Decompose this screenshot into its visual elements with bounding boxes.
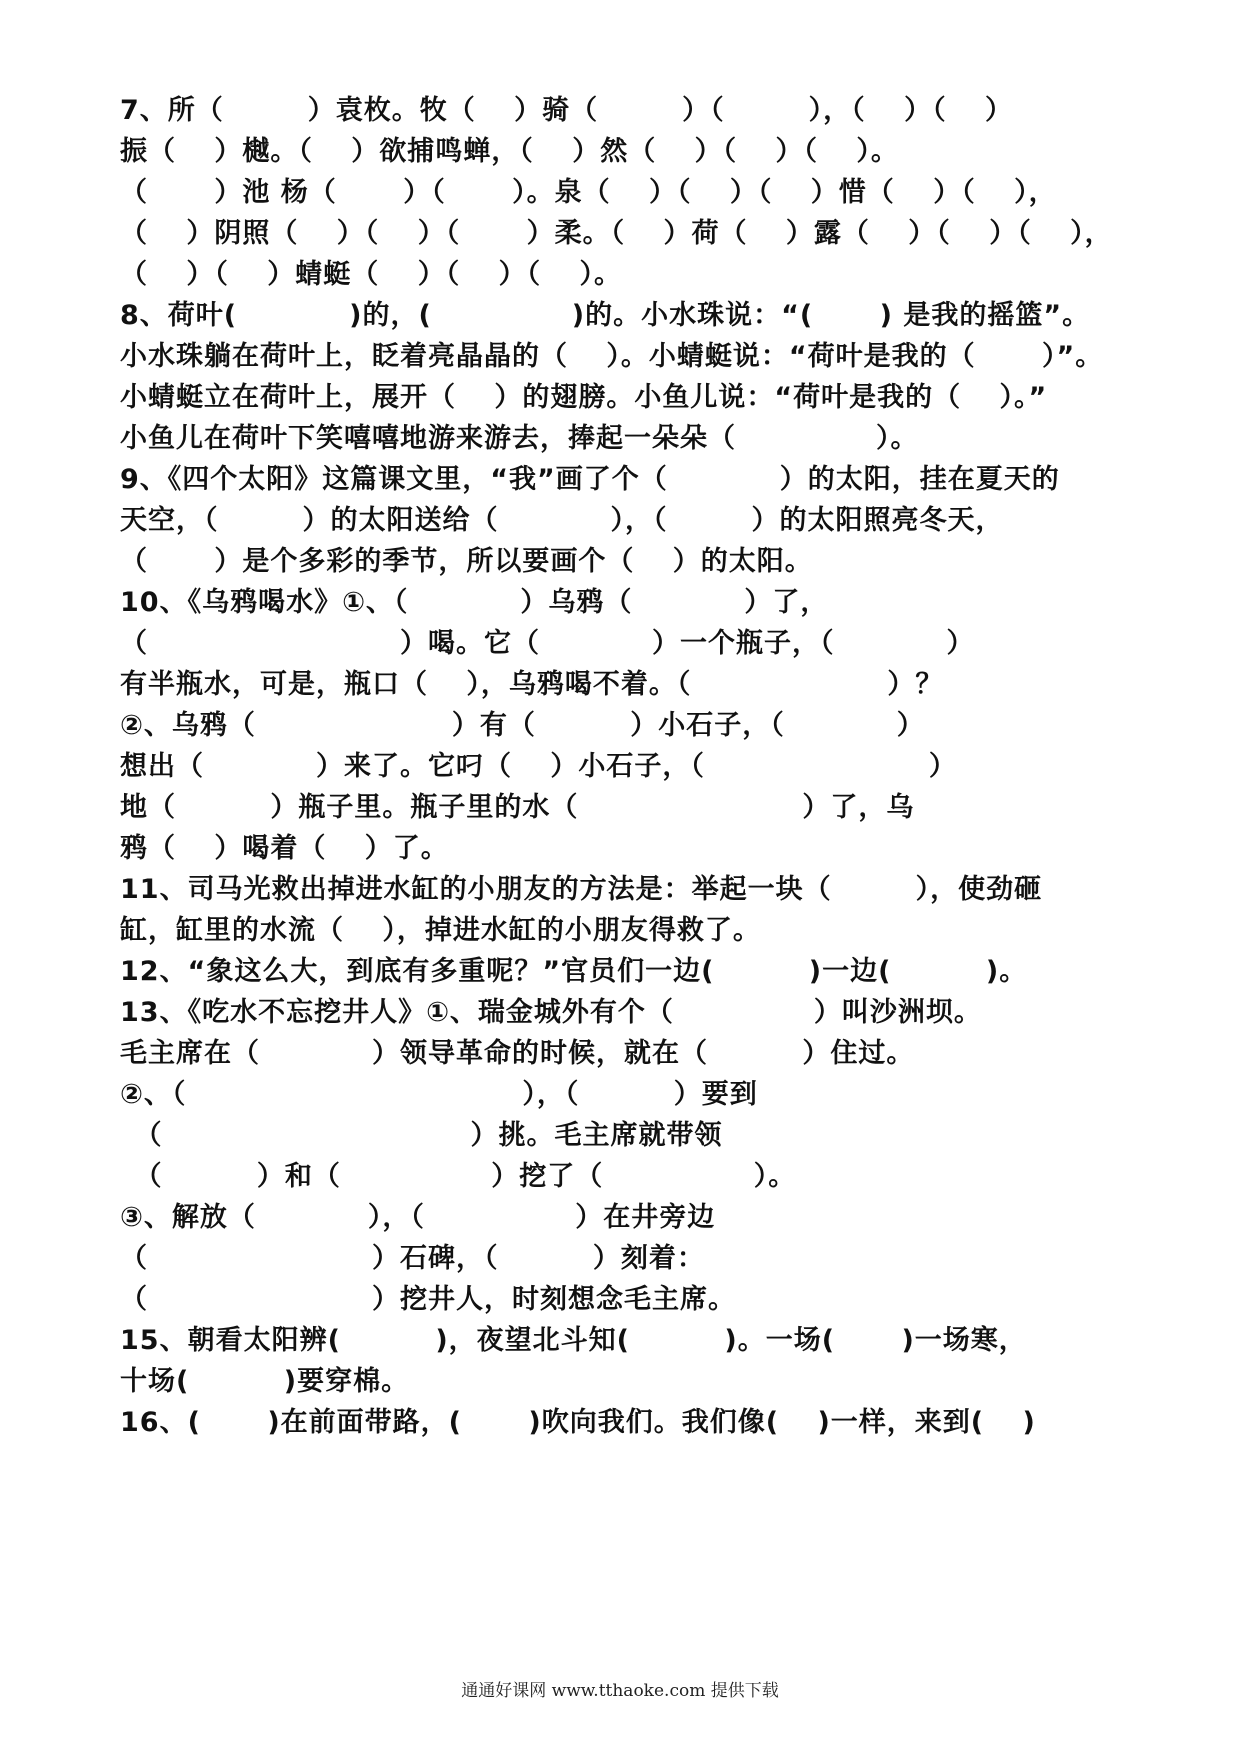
line-03: （ ）池 杨（ ）（ ）。泉（ ）（ ）（ ）惜（ ）（ ）， — [120, 177, 1057, 208]
line-02: 振（ ）樾。（ ）欲捕鸣蝉，（ ）然（ ）（ ）（ ）。 — [120, 136, 899, 167]
line-15: 有半瓶水，可是，瓶口（ ），乌鸦喝不着。（ ）？ — [120, 669, 944, 700]
line-29: （ ）石碑，（ ）刻着： — [120, 1243, 705, 1274]
line-20: 11、司马光救出掉进水缸的小朋友的方法是：举起一块（ ），使劲砸 — [120, 874, 1043, 905]
line-23: 13、《吃水不忘挖井人》①、瑞金城外有个（ ）叫沙洲坝。 — [120, 997, 982, 1028]
line-22: 12、“象这么大，到底有多重呢？”官员们一边( )一边( )。 — [120, 956, 1028, 987]
line-24: 毛主席在（ ）领导革命的时候，就在（ ）住过。 — [120, 1038, 915, 1069]
line-12: （ ）是个多彩的季节，所以要画个（ ）的太阳。 — [120, 546, 813, 577]
line-19: 鸦（ ）喝着（ ）了。 — [120, 833, 449, 864]
line-09: 小鱼儿在荷叶下笑嘻嘻地游来游去，捧起一朵朵（ ）。 — [120, 423, 919, 454]
line-08: 小蜻蜓立在荷叶上，展开（ ）的翅膀。小鱼儿说：“荷叶是我的（ ）。” — [120, 382, 1048, 413]
line-31: 15、朝看太阳辨( )，夜望北斗知( )。一场( )一场寒， — [120, 1325, 1027, 1356]
line-06: 8、荷叶( )的，( )的。小水珠说：“( ) 是我的摇篮”。 — [120, 300, 1091, 331]
line-04: （ ）阴照（ ）（ ）（ ）柔。（ ）荷（ ）露（ ）（ ）（ ）， — [120, 218, 1113, 249]
line-01: 7、所（ ）袁枚。牧（ ）骑（ ）（ ），（ ）（ ） — [120, 95, 1013, 126]
line-16: ②、乌鸦（ ）有（ ）小石子，（ ） — [120, 710, 925, 741]
line-10: 9、《四个太阳》这篇课文里，“我”画了个（ ）的太阳，挂在夏天的 — [120, 464, 1060, 495]
line-33: 16、( )在前面带路，( )吹向我们。我们像( )一样，来到( ) — [120, 1407, 1036, 1438]
line-26: （ ）挑。毛主席就带领 — [120, 1120, 723, 1151]
line-30: （ ）挖井人，时刻想念毛主席。 — [120, 1284, 736, 1315]
line-05: （ ）（ ）蜻蜓（ ）（ ）（ ）。 — [120, 259, 622, 290]
footer-source: 通通好课网 www.tthaoke.com 提供下载 — [461, 1681, 779, 1701]
line-07: 小水珠躺在荷叶上，眨着亮晶晶的（ ）。小蜻蜓说：“荷叶是我的（ ）”。 — [120, 341, 1104, 372]
line-21: 缸，缸里的水流（ ），掉进水缸的小朋友得救了。 — [120, 915, 761, 946]
line-27: （ ）和（ ）挖了（ ）。 — [120, 1161, 797, 1192]
line-11: 天空，（ ）的太阳送给（ ），（ ）的太阳照亮冬天， — [120, 505, 1004, 536]
line-13: 10、《乌鸦喝水》①、（ ）乌鸦（ ）了， — [120, 587, 829, 618]
line-18: 地（ ）瓶子里。瓶子里的水（ ）了，乌 — [120, 792, 915, 823]
line-25: ②、（ ），（ ）要到 — [120, 1079, 758, 1110]
line-17: 想出（ ）来了。它叼（ ）小石子，（ ） — [120, 751, 957, 782]
line-32: 十场( )要穿棉。 — [120, 1366, 410, 1397]
line-14: （ ）喝。它（ ）一个瓶子，（ ） — [120, 628, 975, 659]
line-28: ③、解放（ ），（ ）在井旁边 — [120, 1202, 716, 1233]
